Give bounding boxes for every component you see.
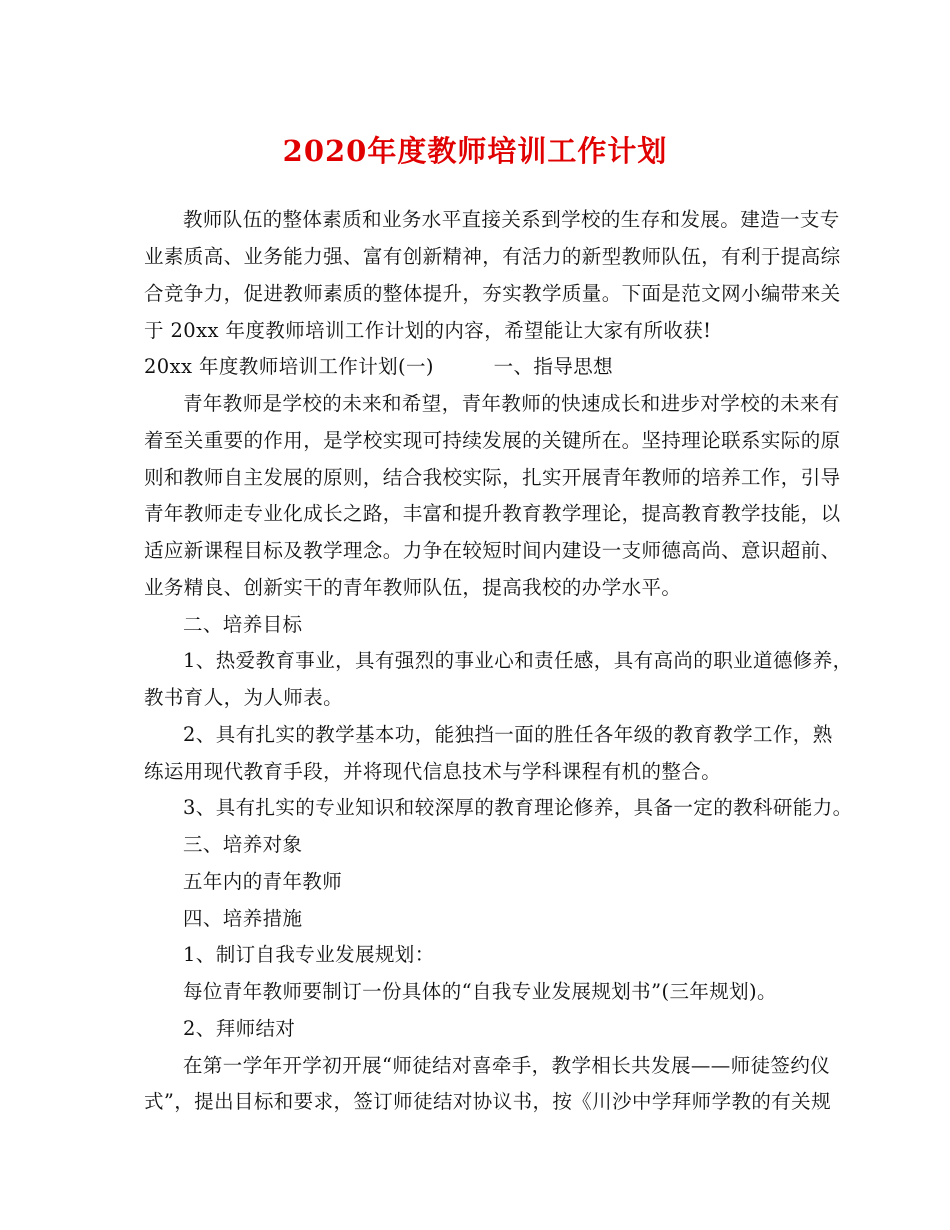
text-line: 3、具有扎实的专业知识和较深厚的教育理论修养，具备一定的教科研能力。 [183,796,853,819]
text-line: 每位青年教师要制订一份具体的“自我专业发展规划书”(三年规划)。 [183,980,777,1003]
text-line: 适应新课程目标及教学理念。力争在较短时间内建设一支师德高尚、意识超前、 [144,539,841,562]
text-line: 五年内的青年教师 [183,870,343,893]
section-heading: 三、培养对象 [183,833,303,856]
text-line: 则和教师自主发展的原则，结合我校实际，扎实开展青年教师的培养工作，引导 [144,466,841,489]
text-line: 2、拜师结对 [183,1017,296,1040]
text-line: 教书育人，为人师表。 [144,686,344,709]
text-line: 业素质高、业务能力强、富有创新精神，有活力的新型教师队伍，有利于提高综 [144,245,841,268]
text-line: 式”，提出目标和要求，签订师徒结对协议书，按《川沙中学拜师学教的有关规 [144,1090,831,1113]
text-line: 青年教师是学校的未来和希望，青年教师的快速成长和进步对学校的未来有 [183,392,840,415]
text-line: 于 20xx 年度教师培训工作计划的内容，希望能让大家有所收获! [144,319,712,342]
text-line: 业务精良、创新实干的青年教师队伍，提高我校的办学水平。 [144,576,682,599]
section-heading-line: 20xx 年度教师培训工作计划(一) 一、指导思想 [144,355,614,378]
document-title: 2020年度教师培训工作计划 [282,134,668,168]
text-line: 练运用现代教育手段，并将现代信息技术与学科课程有机的整合。 [144,760,722,783]
text-line: 着至关重要的作用，是学校实现可持续发展的关键所在。坚持理论联系实际的原 [144,429,841,452]
text-line: 1、制订自我专业发展规划： [183,943,435,966]
text-line: 2、具有扎实的教学基本功，能独挡一面的胜任各年级的教育教学工作，熟 [183,723,833,746]
text-line: 青年教师走专业化成长之路，丰富和提升教育教学理论，提高教育教学技能，以 [144,502,841,525]
text-line: 在第一学年开学初开展“师徒结对喜牵手，教学相长共发展——师徒签约仪 [183,1054,831,1077]
section-heading: 四、培养措施 [183,907,303,930]
text-line: 合竞争力，促进教师素质的整体提升，夯实教学质量。下面是范文网小编带来关 [144,282,841,305]
text-line: 教师队伍的整体素质和业务水平直接关系到学校的生存和发展。建造一支专 [183,208,840,231]
text-line: 1、热爱教育事业，具有强烈的事业心和责任感，具有高尚的职业道德修养， [183,649,853,672]
section-heading: 二、培养目标 [183,613,303,636]
